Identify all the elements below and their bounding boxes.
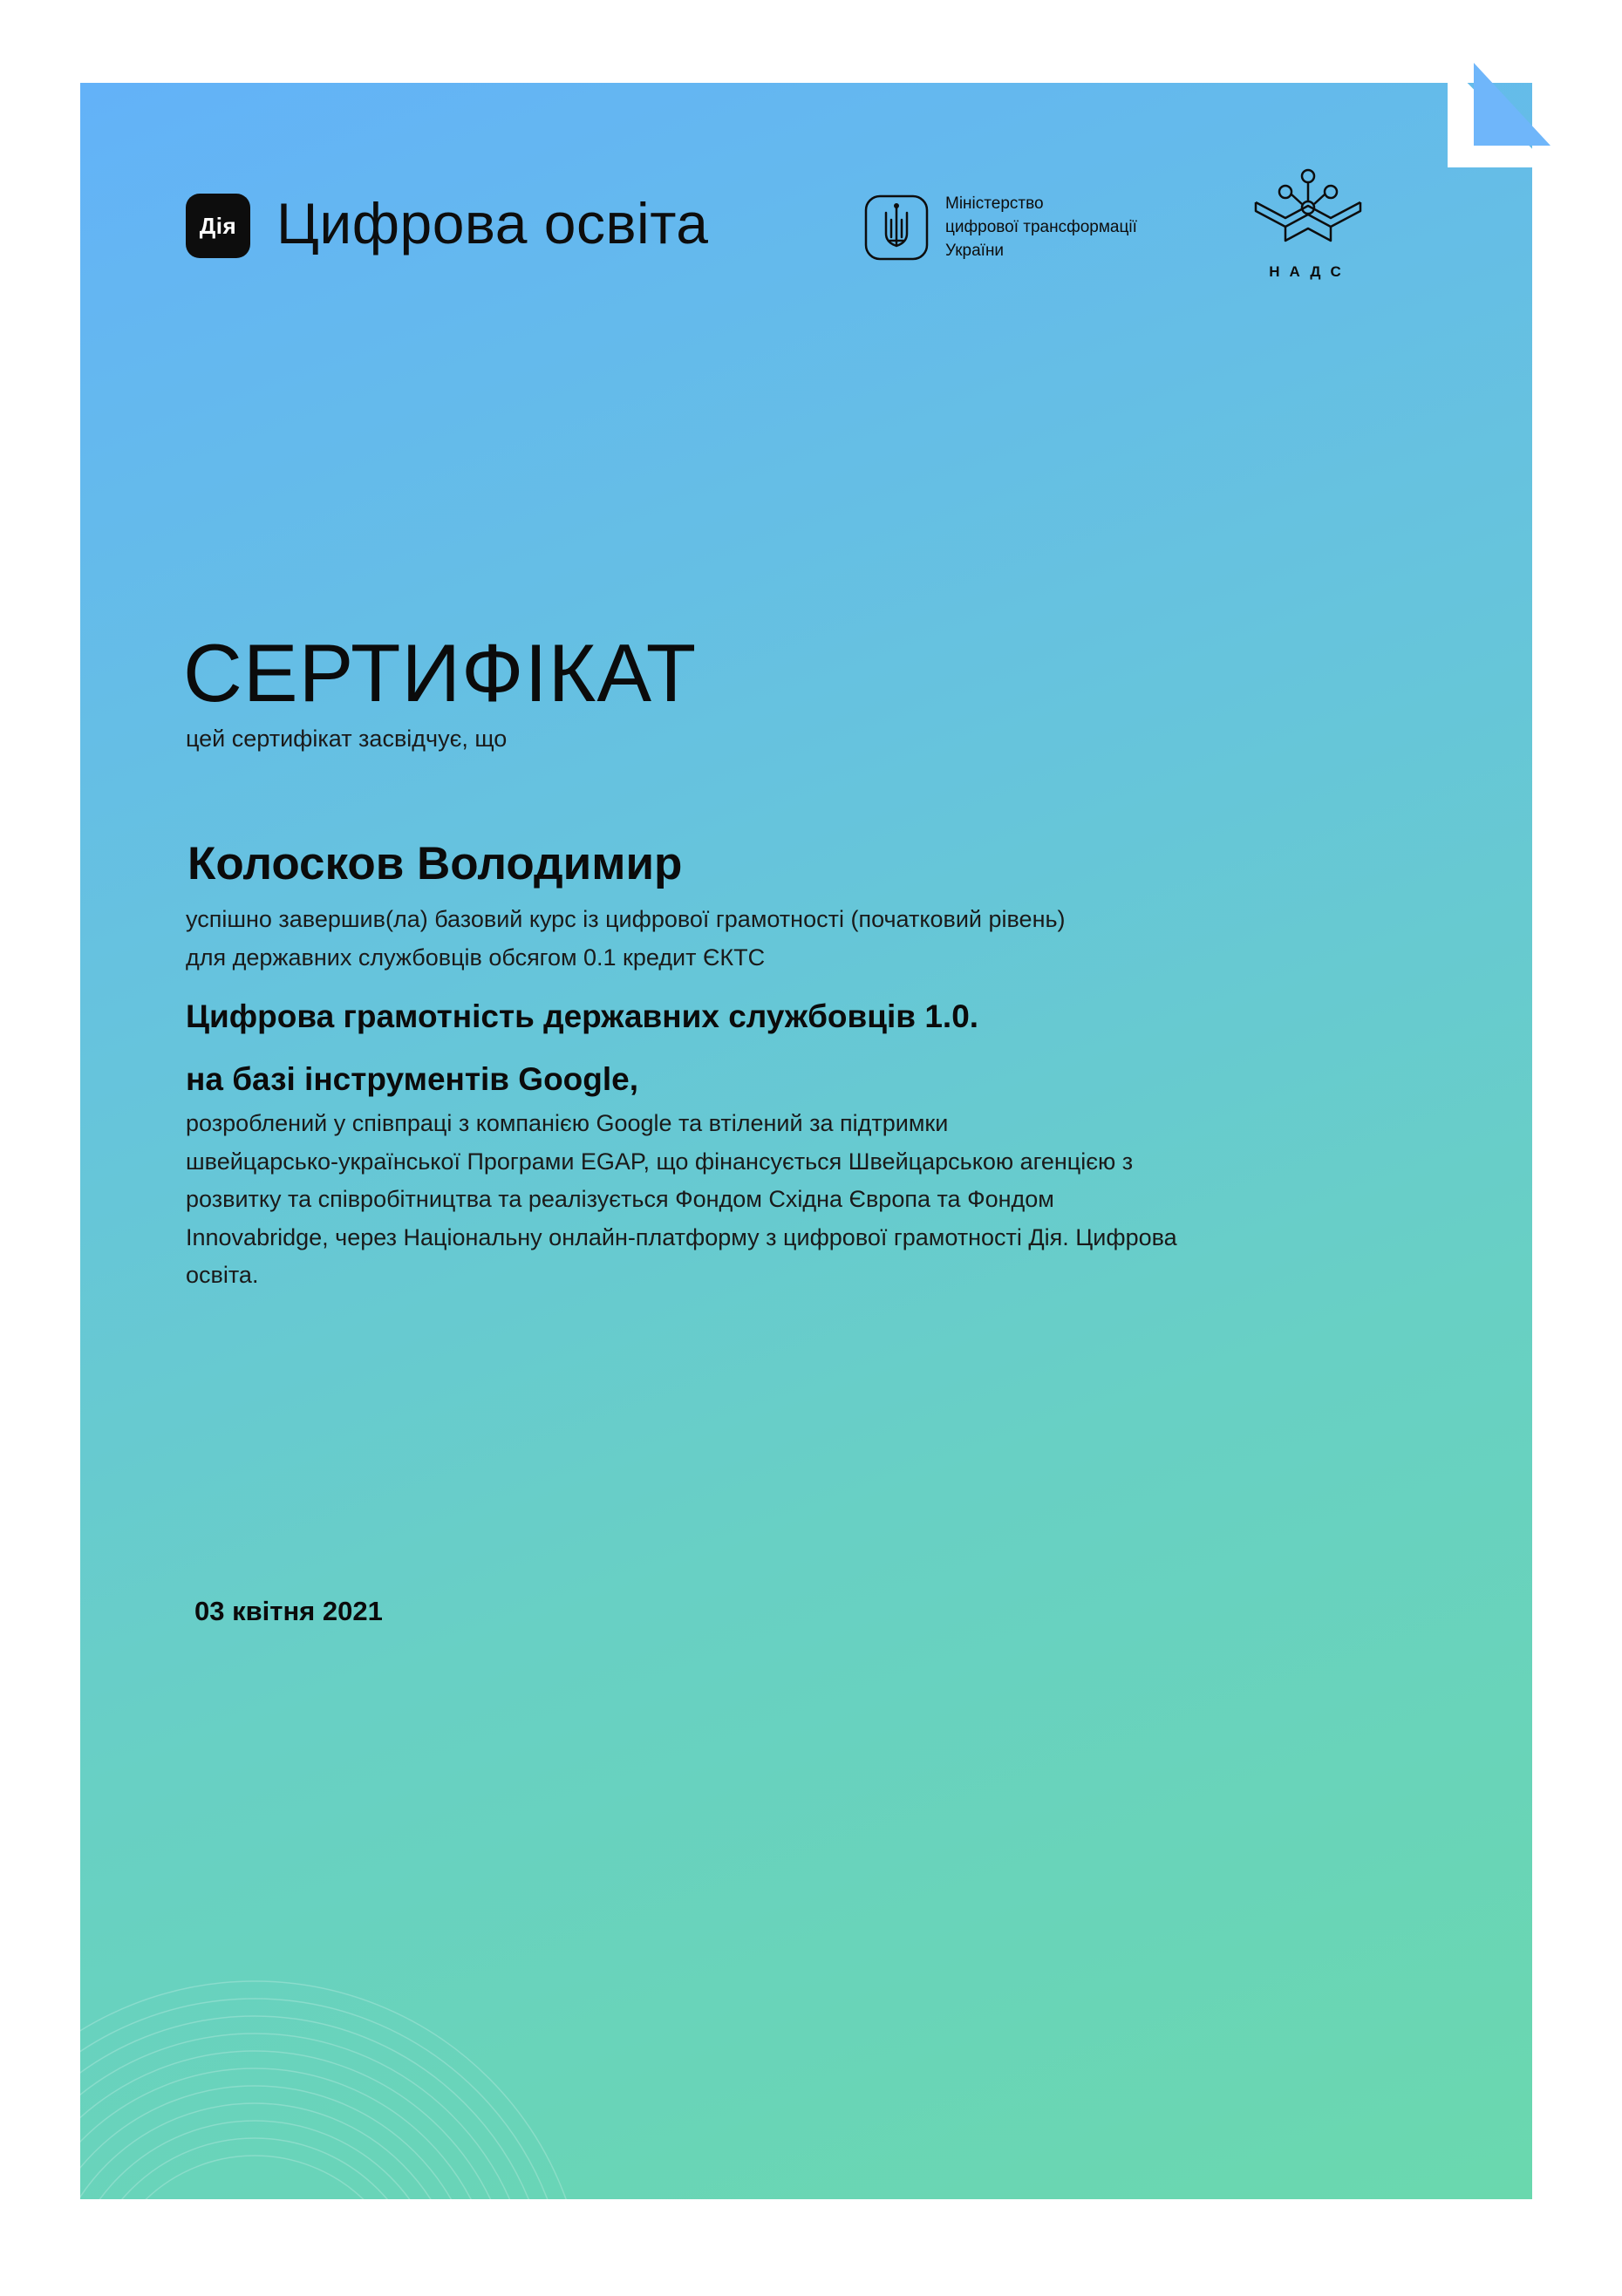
brand-title: Цифрова освіта xyxy=(276,191,709,255)
course-description xyxy=(186,1105,1346,1295)
ministry-line: України xyxy=(945,242,1005,260)
description-line: Innovabridge, через Національну онлайн-платформу з цифрової грамотності Дія. Цифрова xyxy=(186,1223,1177,1250)
ministry-line: цифрової трансформації xyxy=(945,218,1137,236)
recipient-name: Колосков Володимир xyxy=(187,838,683,889)
completion-line: для державних службовців обсягом 0.1 кредит ЄКТС xyxy=(186,944,766,971)
ministry-name xyxy=(945,192,1207,262)
description-line: розвитку та співробітництва та реалізується Фондом Східна Європа та Фондом xyxy=(186,1186,1054,1212)
course-line: на базі інструментів Google, xyxy=(186,1061,639,1097)
diia-logo: Дія xyxy=(186,194,250,258)
certificate-title: СЕРТИФІКАТ xyxy=(183,627,698,719)
ministry-line: Міністерство xyxy=(945,194,1044,213)
certificate-subtitle: цей сертифікат засвідчує, що xyxy=(186,726,508,752)
trident-emblem-icon xyxy=(863,194,930,262)
nads-label: НАДС xyxy=(1269,263,1351,280)
description-line: освіта. xyxy=(186,1262,259,1288)
issue-date: 03 квітня 2021 xyxy=(194,1596,383,1626)
description-line: швейцарсько-української Програми EGAP, що фінансується Швейцарською агенцією з xyxy=(186,1148,1134,1175)
course-line: Цифрова грамотність державних службовців 1.0. xyxy=(186,998,979,1034)
page-corner-fold xyxy=(1448,63,1550,167)
description-line: розроблений у співпраці з компанією Google та втілений за підтримки xyxy=(186,1110,949,1136)
nads-emblem-icon xyxy=(1252,166,1364,248)
course-title xyxy=(186,985,1407,1111)
completion-statement xyxy=(186,900,1372,977)
decorative-arcs xyxy=(80,1903,691,2199)
completion-line: успішно завершив(ла) базовий курс із цифрової грамотності (початковий рівень) xyxy=(186,906,1066,932)
